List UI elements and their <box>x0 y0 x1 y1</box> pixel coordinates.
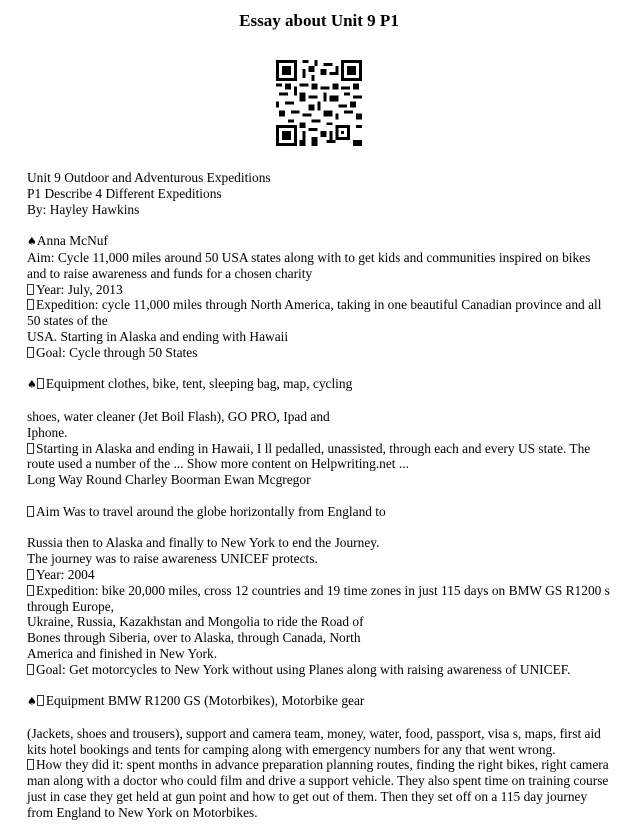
equipment-text-cont: shoes, water cleaner (Jet Boil Flash), GO PRO, Ipad and <box>27 408 330 424</box>
route-line-2: Bones through Siberia, over to Alaska, through Canada, North <box>27 630 361 646</box>
bullet-box-icon <box>27 664 34 675</box>
goal-text-2: Goal: Get motorcycles to New York without using Planes along with raising awareness of UNICEF. <box>27 662 612 678</box>
goal-text: Goal: Cycle through 50 States <box>27 345 612 361</box>
bullet-box-icon <box>27 759 34 770</box>
bullet-box-icon <box>37 378 44 389</box>
route-line-1: Ukraine, Russia, Kazakhstan and Mongolia to ride the Road of <box>27 614 364 630</box>
spade-icon: ♠ <box>27 378 37 392</box>
equipment-text-end: Iphone. <box>27 424 68 440</box>
bullet-box-icon <box>27 569 34 580</box>
purpose-text: The journey was to raise awareness UNICEF protects. <box>27 551 318 567</box>
spade-icon: ♠ <box>27 695 37 709</box>
aim-text: Aim: Cycle 11,000 miles around 50 USA states along with to get kids and communities inspired on bikes and to raise awareness and funds for a chosen charity <box>27 249 591 281</box>
equipment-list: (Jackets, shoes and trousers), support and camera team, money, water, food, passport, visa s, maps, first aid kits hotel bookings and tents for camping along with emergency numbers for any that went wrong. <box>27 725 601 757</box>
unit-subtitle: P1 Describe 4 Different Expeditions <box>27 185 222 201</box>
bullet-box-icon <box>27 443 34 454</box>
bullet-box-icon <box>27 299 34 310</box>
equipment-text: ♠ Equipment clothes, bike, tent, sleeping bag, map, cycling <box>27 376 353 392</box>
aim-text-2-cont: Russia then to Alaska and finally to New York to end the Journey. <box>27 535 380 551</box>
route-line-3: America and finished in New York. <box>27 645 218 661</box>
year-text-2: Year: 2004 <box>27 567 612 583</box>
bullet-box-icon <box>27 284 34 295</box>
document-title: Essay about Unit 9 P1 <box>239 11 399 30</box>
bullet-box-icon <box>37 695 44 706</box>
bullet-box-icon <box>27 585 34 596</box>
year-text: Year: July, 2013 <box>27 282 612 298</box>
bullet-box-icon <box>27 506 34 517</box>
expedition-text-2: Expedition: bike 20,000 miles, cross 12 countries and 19 time zones in just 115 days on BMW GS R1200 s through Europe, <box>27 582 610 614</box>
qr-code-icon <box>276 60 362 146</box>
spade-icon: ♠ <box>27 235 37 249</box>
author-line: By: Hayley Hawkins <box>27 201 140 217</box>
unit-title: Unit 9 Outdoor and Adventurous Expeditions <box>27 170 271 185</box>
bullet-box-icon <box>27 347 34 358</box>
equipment-text-2: ♠ Equipment BMW R1200 GS (Motorbikes), Motorbike gear <box>27 693 365 709</box>
expedition-heading: ♠Anna McNuf <box>27 233 108 249</box>
method-text: How they did it: spent months in advance preparation planning routes, finding the right bikes, right camera man along with a doctor who could film and drive a support vehicle. They also spent time on training course just in case they get held at gun point and how to get out of them. Then they set off on a 115 day journey from England to New York on Motorbikes. <box>27 757 609 820</box>
next-expedition-heading: Long Way Round Charley Boorman Ewan Mcgregor <box>27 472 311 488</box>
route-text: Starting in Alaska and ending in Hawaii, I ll pedalled, unassisted, through each and every US state. The route used a number of the ... Show more content on Helpwriting.net ... <box>27 440 591 472</box>
expedition-text: Expedition: cycle 11,000 miles through North America, taking in one beautiful Canadian province and all 50 states of the <box>27 297 602 329</box>
document-body <box>27 170 612 821</box>
aim-text-2: Aim Was to travel around the globe horizontally from England to <box>27 504 612 520</box>
expedition-text-cont: USA. Starting in Alaska and ending with Hawaii <box>27 328 289 344</box>
